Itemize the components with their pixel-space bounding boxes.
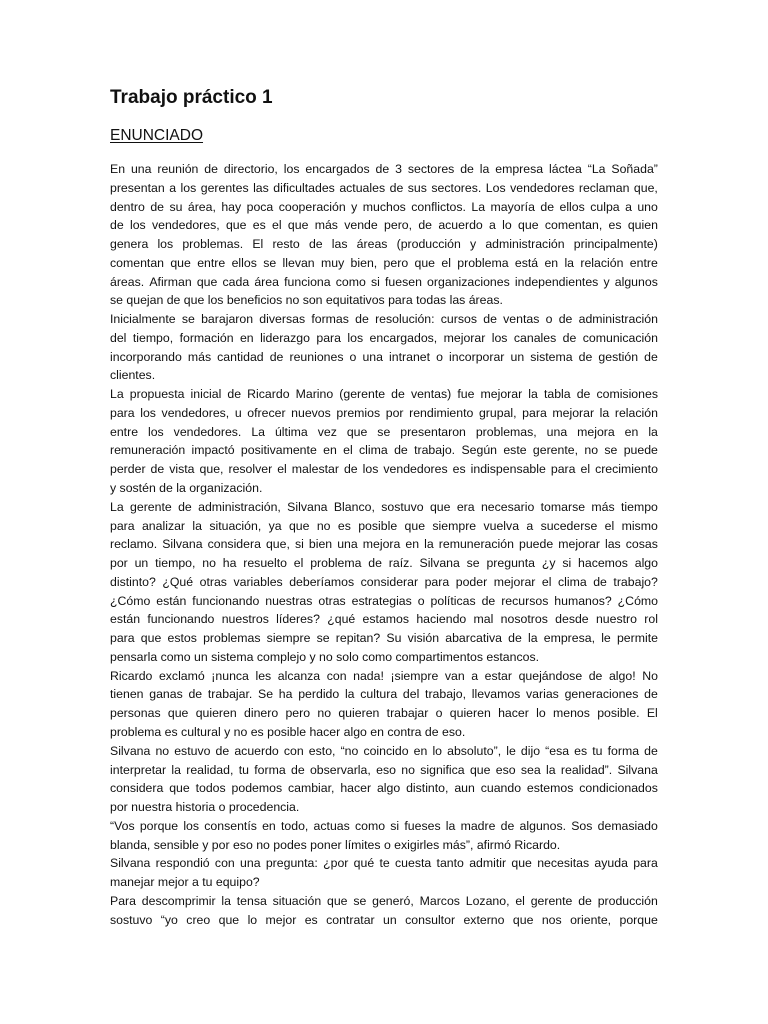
text-line: para que estos problemas siempre se repitan? Su visión abarcativa de la empresa, le permite bbox=[110, 631, 658, 646]
text-line: En una reunión de directorio, los encargados de 3 sectores de la empresa láctea “La Soñada” bbox=[110, 162, 658, 176]
text-line: Inicialmente se barajaron diversas formas de resolución: cursos de ventas o de administración bbox=[110, 312, 658, 327]
paragraph bbox=[110, 667, 658, 742]
text-line: entre los vendedores. La última vez que se presentaron problemas, una mejora en la bbox=[110, 424, 658, 439]
document-title: Trabajo práctico 1 bbox=[110, 87, 273, 108]
text-line: están funcionando nuestros líderes? ¿qué estamos haciendo mal nosotros desde nuestro rol bbox=[110, 612, 658, 627]
section-heading-enunciado: ENUNCIADO bbox=[110, 127, 204, 144]
text-line: distinto? ¿Qué otras variables deberíamos considerar para poder mejorar el clima de trabajo? bbox=[110, 574, 658, 589]
paragraph bbox=[110, 160, 658, 310]
text-line: comentan que entre ellos se llevan muy bien, pero que el problema está en la relación entre bbox=[110, 255, 658, 270]
paragraph bbox=[110, 854, 658, 892]
text-line: reclamo. Silvana considera que, si bien una mejora en la remuneración puede mejorar las cosas bbox=[110, 537, 658, 552]
text-line: Silvana respondió con una pregunta: ¿por qué te cuesta tanto admitir que necesitas ayuda para bbox=[110, 856, 658, 871]
document-body bbox=[110, 160, 658, 929]
paragraph bbox=[110, 498, 658, 667]
text-line: blanda, sensible y por eso no podes poner límites o exigirles más”, afirmó Ricardo. bbox=[110, 837, 561, 852]
text-line: se quejan de que los beneficios no son equitativos para todas las áreas. bbox=[110, 293, 503, 308]
text-line: por nuestra historia o procedencia. bbox=[110, 800, 300, 815]
text-line: incorporando más cantidad de reuniones o una intranet o incorporar un sistema de gestión de bbox=[110, 349, 658, 364]
paragraph bbox=[110, 817, 658, 855]
text-line: por un tiempo, no ha resuelto el problema de raíz. Silvana se pregunta ¿y si hacemos algo bbox=[110, 556, 658, 571]
text-line: manejar mejor a tu equipo? bbox=[110, 875, 260, 890]
text-line: presentan a los gerentes las dificultades actuales de sus sectores. Los vendedores reclaman que, bbox=[110, 180, 658, 195]
text-line: Ricardo exclamó ¡nunca les alcanza con nada! ¡siempre van a estar quejándose de algo! No bbox=[110, 668, 658, 683]
text-line: problema es cultural y no es posible hacer algo en contra de eso. bbox=[110, 724, 466, 739]
text-line: remuneración impactó positivamente en el clima de trabajo. Según este gerente, no se puede bbox=[110, 443, 658, 458]
paragraph bbox=[110, 742, 658, 817]
text-line: La gerente de administración, Silvana Blanco, sostuvo que era necesario tomarse más tiempo bbox=[110, 499, 658, 514]
text-line: perder de vista que, resolver el malestar de los vendedores es indispensable para el crecimiento bbox=[110, 462, 658, 477]
text-line: áreas. Afirman que cada área funciona como si fuesen organizaciones independientes y algunos bbox=[110, 274, 658, 289]
text-line: tienen ganas de trabajar. Se ha perdido la cultura del trabajo, llevamos varias generaciones de bbox=[110, 687, 658, 702]
text-line: Para descomprimir la tensa situación que se generó, Marcos Lozano, el gerente de producción bbox=[110, 893, 658, 908]
text-line: ¿Cómo están funcionando nuestras otras estrategias o políticas de recursos humanos? ¿Cómo bbox=[110, 593, 658, 608]
paragraph bbox=[110, 310, 658, 385]
text-line: Silvana no estuvo de acuerdo con esto, “no coincido en lo absoluto”, le dijo “esa es tu forma de bbox=[110, 743, 658, 758]
text-line: de los vendedores, que es el que más vende pero, de acuerdo a lo que comentan, es quien bbox=[110, 218, 658, 233]
text-line: genera los problemas. El resto de las áreas (producción y administración principalmente) bbox=[110, 237, 658, 252]
text-line: del tiempo, formación en liderazgo para los encargados, mejorar los canales de comunicación bbox=[110, 330, 658, 345]
text-line: La propuesta inicial de Ricardo Marino (gerente de ventas) fue mejorar la tabla de comisiones bbox=[110, 387, 658, 402]
text-line: para analizar la situación, ya que no es posible que siempre vuelva a sucederse el mismo bbox=[110, 518, 658, 533]
paragraph bbox=[110, 892, 658, 930]
text-line: interpretar la realidad, tu forma de observarla, eso no significa que eso sea la realidad”. Silvana bbox=[110, 762, 658, 777]
text-line: sostuvo “yo creo que lo mejor es contratar un consultor externo que nos oriente, porque bbox=[110, 912, 658, 927]
text-line: considera que todos podemos cambiar, hacer algo distinto, aun cuando estemos condicionados bbox=[110, 781, 658, 796]
text-line: clientes. bbox=[110, 368, 156, 383]
paragraph bbox=[110, 385, 658, 498]
text-line: pensarla como un sistema complejo y no solo como compartimentos estancos. bbox=[110, 649, 540, 664]
text-line: “Vos porque los consentís en todo, actuas como si fueses la madre de algunos. Sos demasiado bbox=[110, 818, 658, 833]
text-line: y sostén de la organización. bbox=[110, 481, 263, 496]
text-line: dentro de su área, hay poca cooperación y muchos conflictos. La mayoría de ellos culpa a uno bbox=[110, 199, 658, 214]
text-line: personas que quieren dinero pero no quieren trabajar o quieren hacer lo menos posible. El bbox=[110, 706, 658, 721]
text-line: para los vendedores, u ofrecer nuevos premios por rendimiento grupal, para mejorar la relación bbox=[110, 405, 658, 420]
